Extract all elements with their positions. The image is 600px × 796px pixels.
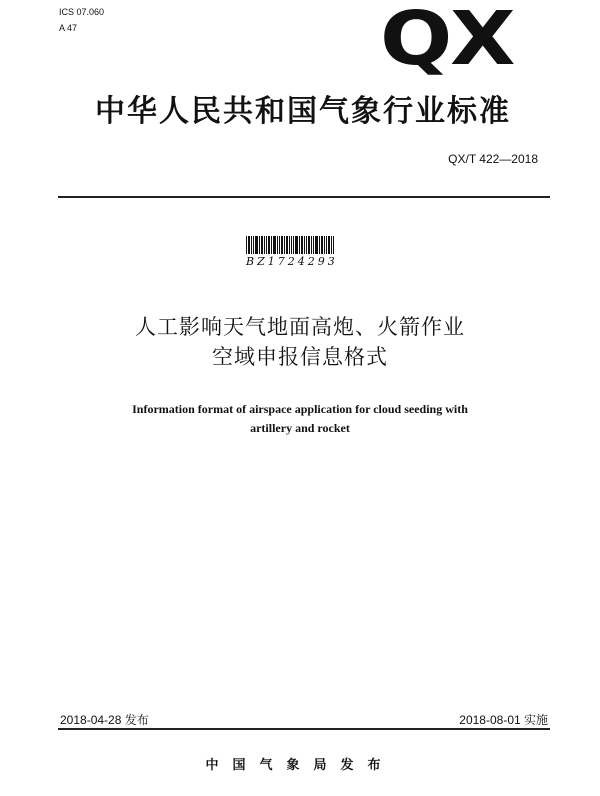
standard-number: QX/T 422—2018 bbox=[448, 152, 538, 166]
barcode-bar bbox=[301, 236, 303, 254]
barcode-bar bbox=[313, 236, 314, 254]
document-title-chinese bbox=[60, 312, 540, 372]
classification-code: A 47 bbox=[59, 23, 78, 33]
barcode-bar bbox=[251, 236, 252, 254]
barcode-bar bbox=[315, 236, 318, 254]
standard-category-name: 中华人民共和国气象行业标准 bbox=[95, 94, 511, 129]
title-english-line2: artillery and rocket bbox=[250, 421, 350, 435]
barcode-bar bbox=[291, 236, 292, 254]
ics-code: ICS 07.060 bbox=[59, 7, 105, 17]
barcode-bar bbox=[304, 236, 305, 254]
barcode-bar bbox=[255, 236, 258, 254]
barcode-bar bbox=[308, 236, 310, 254]
barcode-bar bbox=[299, 236, 300, 254]
title-english-line1: Information format of airspace application for cloud seeding with bbox=[132, 402, 468, 416]
barcode-bar bbox=[273, 236, 276, 254]
issue-date: 2018-04-28 发布 bbox=[60, 713, 149, 727]
barcode-bar bbox=[246, 236, 247, 254]
barcode-image bbox=[246, 236, 344, 254]
barcode-number: BZ1724293 bbox=[246, 255, 338, 268]
barcode-bar bbox=[286, 236, 288, 254]
barcode-bar bbox=[321, 236, 323, 254]
title-chinese-line2: 空域申报信息格式 bbox=[212, 345, 388, 369]
barcode-bar bbox=[306, 236, 307, 254]
barcode-bar bbox=[277, 236, 278, 254]
barcode-bar bbox=[326, 236, 327, 254]
barcode-bar bbox=[279, 236, 280, 254]
issuer: 中国气象局发布 bbox=[205, 758, 395, 773]
document-title-english bbox=[60, 400, 540, 438]
barcode-bar bbox=[261, 236, 263, 254]
barcode-bar bbox=[281, 236, 283, 254]
barcode-bar bbox=[271, 236, 272, 254]
barcode-bar bbox=[324, 236, 325, 254]
barcode-bar bbox=[295, 236, 298, 254]
top-divider bbox=[58, 196, 550, 198]
barcode-bar bbox=[284, 236, 285, 254]
barcode-bar bbox=[293, 236, 294, 254]
barcode-bar bbox=[331, 236, 332, 254]
qx-logo: QX bbox=[380, 0, 514, 82]
title-chinese-line1: 人工影响天气地面高炮、火箭作业 bbox=[135, 315, 465, 339]
barcode-bar bbox=[333, 236, 334, 254]
barcode-bar bbox=[253, 236, 254, 254]
barcode-bar bbox=[266, 236, 267, 254]
bottom-divider bbox=[58, 728, 550, 730]
barcode-bar bbox=[319, 236, 320, 254]
barcode-bar bbox=[311, 236, 312, 254]
barcode-bar bbox=[264, 236, 265, 254]
barcode-bar bbox=[289, 236, 290, 254]
barcode-bar bbox=[259, 236, 260, 254]
barcode-bar bbox=[248, 236, 250, 254]
barcode-bar bbox=[328, 236, 330, 254]
barcode-bar bbox=[268, 236, 270, 254]
implementation-date: 2018-08-01 实施 bbox=[459, 713, 548, 727]
